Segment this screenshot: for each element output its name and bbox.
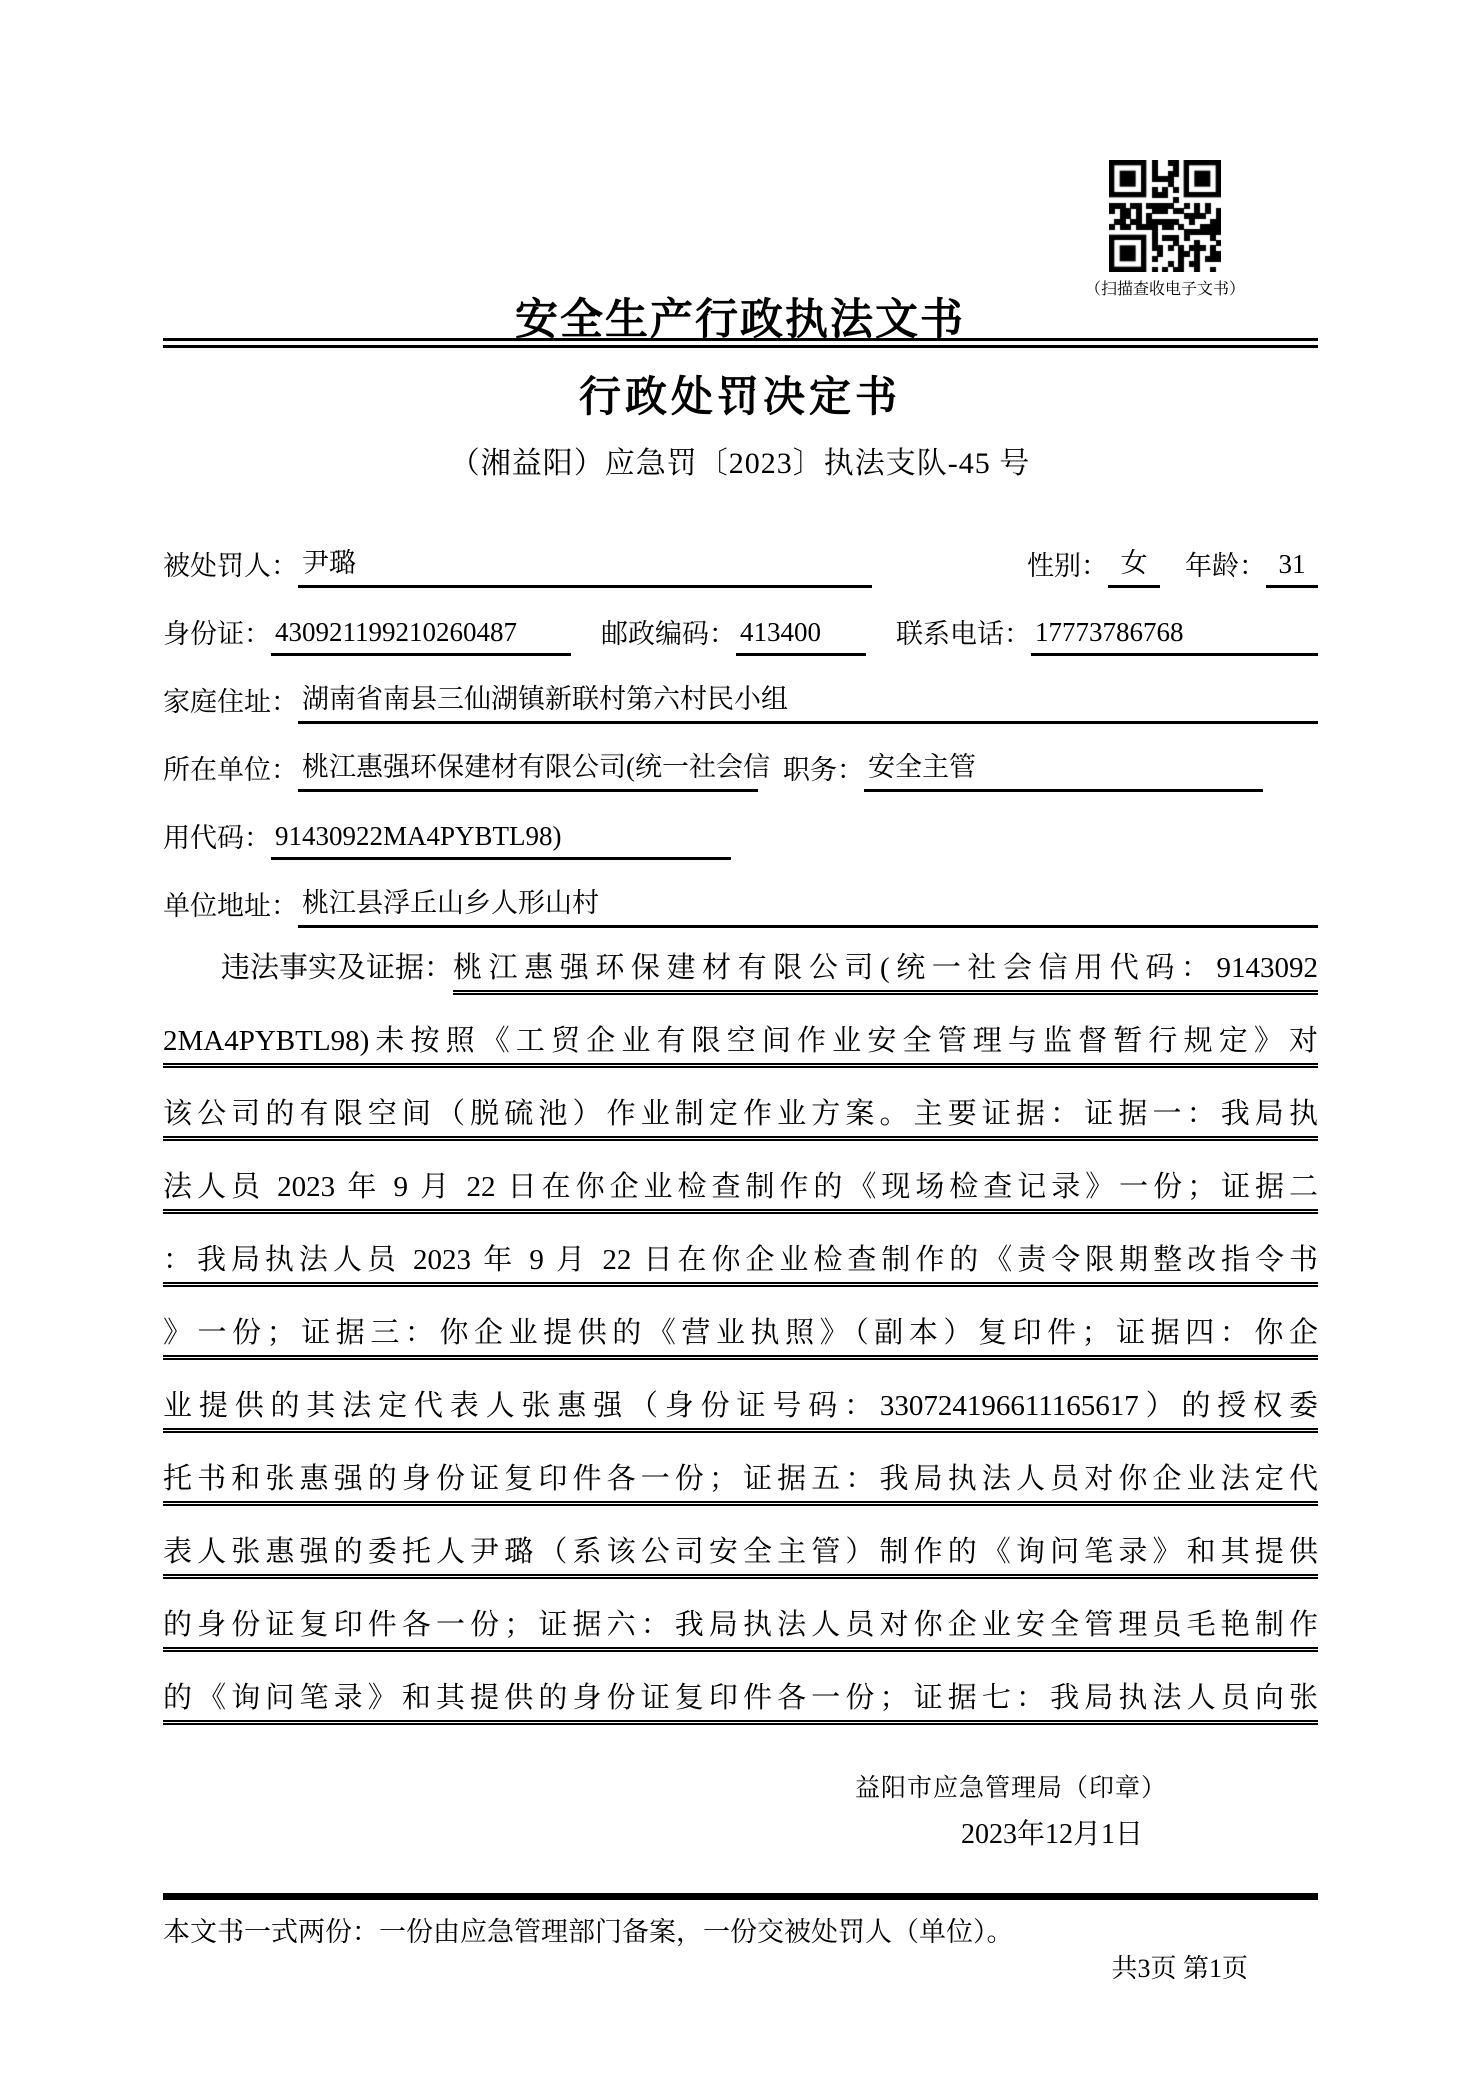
- employer-address-label: 单位地址：: [163, 891, 298, 921]
- qr-caption: （扫描查收电子文书）: [1084, 281, 1245, 298]
- gender-value: 女: [1108, 541, 1160, 588]
- employer-label: 所在单位：: [163, 755, 298, 785]
- qr-code-icon: [1109, 160, 1221, 272]
- header-title: 安全生产行政执法文书: [515, 296, 965, 344]
- row-punished-person: [163, 520, 1318, 588]
- violation-text: 托书和张惠强的身份证复印件各一份；证据五：我局执法人员对你企业法定代: [163, 1456, 1318, 1506]
- punished-person-value: 尹璐: [298, 541, 872, 588]
- violation-line: [163, 1579, 1318, 1652]
- phone-label: 联系电话：: [896, 619, 1031, 649]
- row-id-contact: [163, 588, 1318, 656]
- footer-note: 本文书一式两份：一份由应急管理部门备案，一份交被处罚人（单位）。: [163, 1917, 1014, 1947]
- violation-text: 法人员 2023 年 9 月 22 日在你企业检查制作的《现场检查记录》一份；证据二: [163, 1164, 1318, 1214]
- violation-text: 》一份；证据三：你企业提供的《营业执照》（副本）复印件；证据四：你企: [163, 1310, 1318, 1360]
- home-address-value: 湖南省南县三仙湖镇新联村第六村民小组: [298, 677, 1318, 724]
- signature-agency: 益阳市应急管理局（印章）: [854, 1775, 1167, 1802]
- violation-text: ：我局执法人员 2023 年 9 月 22 日在你企业检查制作的《责令限期整改指令书: [163, 1237, 1318, 1287]
- id-number-label: 身份证：: [163, 619, 271, 649]
- violation-line: [163, 922, 1318, 995]
- employer-value: 桃江惠强环保建材有限公司(统一社会信: [298, 745, 758, 792]
- age-value: 31: [1266, 549, 1318, 588]
- violation-section: [163, 922, 1318, 1725]
- violation-text: 业提供的其法定代表人张惠强（身份证号码：330724196611165617）的授权委: [163, 1383, 1318, 1433]
- phone-value: 17773786768: [1031, 617, 1318, 656]
- violation-line: [163, 1287, 1318, 1360]
- signature-date: 2023年12月1日: [960, 1819, 1143, 1850]
- form-fields: [163, 520, 1318, 928]
- employer-address-value: 桃江县浮丘山乡人形山村: [298, 881, 1318, 928]
- row-home-address: [163, 656, 1318, 724]
- age-label: 年龄：: [1185, 551, 1266, 581]
- employer-code-label: 用代码：: [163, 823, 271, 853]
- row-employer-address: [163, 860, 1318, 928]
- row-employer-code: [163, 792, 1318, 860]
- violation-line: [163, 1068, 1318, 1141]
- violation-line: [163, 1433, 1318, 1506]
- violation-text: 该公司的有限空间（脱硫池）作业制定作业方案。主要证据：证据一：我局执: [163, 1091, 1318, 1141]
- violation-line: [163, 1141, 1318, 1214]
- postal-code-value: 413400: [736, 617, 866, 656]
- violation-line: [163, 1214, 1318, 1287]
- violation-label: 违法事实及证据：: [221, 952, 454, 984]
- job-title-label: 职务：: [783, 755, 864, 785]
- row-employer: [163, 724, 1318, 792]
- doc-title: 行政处罚决定书: [578, 373, 901, 420]
- doc-number: （湘益阳）应急罚〔2023〕执法支队-45 号: [449, 447, 1031, 480]
- page-indicator: 共3页 第1页: [1111, 1954, 1248, 1983]
- id-number-value: 430921199210260487: [271, 617, 571, 656]
- violation-text: 表人张惠强的委托人尹璐（系该公司安全主管）制作的《询问笔录》和其提供: [163, 1529, 1318, 1579]
- employer-code-value: 91430922MA4PYBTL98): [271, 821, 731, 860]
- violation-line: [163, 995, 1318, 1068]
- violation-line: [163, 1652, 1318, 1725]
- violation-text: 的身份证复印件各一份；证据六：我局执法人员对你企业安全管理员毛艳制作: [163, 1602, 1318, 1652]
- violation-text: 桃江惠强环保建材有限公司(统一社会信用代码：9143092: [453, 945, 1318, 995]
- qr-block: [1075, 160, 1255, 299]
- gender-label: 性别：: [1027, 551, 1108, 581]
- punished-person-label: 被处罚人：: [163, 551, 298, 581]
- job-title-value: 安全主管: [864, 745, 1263, 792]
- home-address-label: 家庭住址：: [163, 687, 298, 717]
- violation-text: 2MA4PYBTL98)未按照《工贸企业有限空间作业安全管理与监督暂行规定》对: [163, 1018, 1318, 1068]
- violation-line: [163, 1506, 1318, 1579]
- violation-line: [163, 1360, 1318, 1433]
- title-divider: [163, 338, 1318, 348]
- violation-text: 的《询问笔录》和其提供的身份证复印件各一份；证据七：我局执法人员向张: [163, 1675, 1318, 1725]
- footer-divider: [163, 1893, 1318, 1900]
- postal-code-label: 邮政编码：: [601, 619, 736, 649]
